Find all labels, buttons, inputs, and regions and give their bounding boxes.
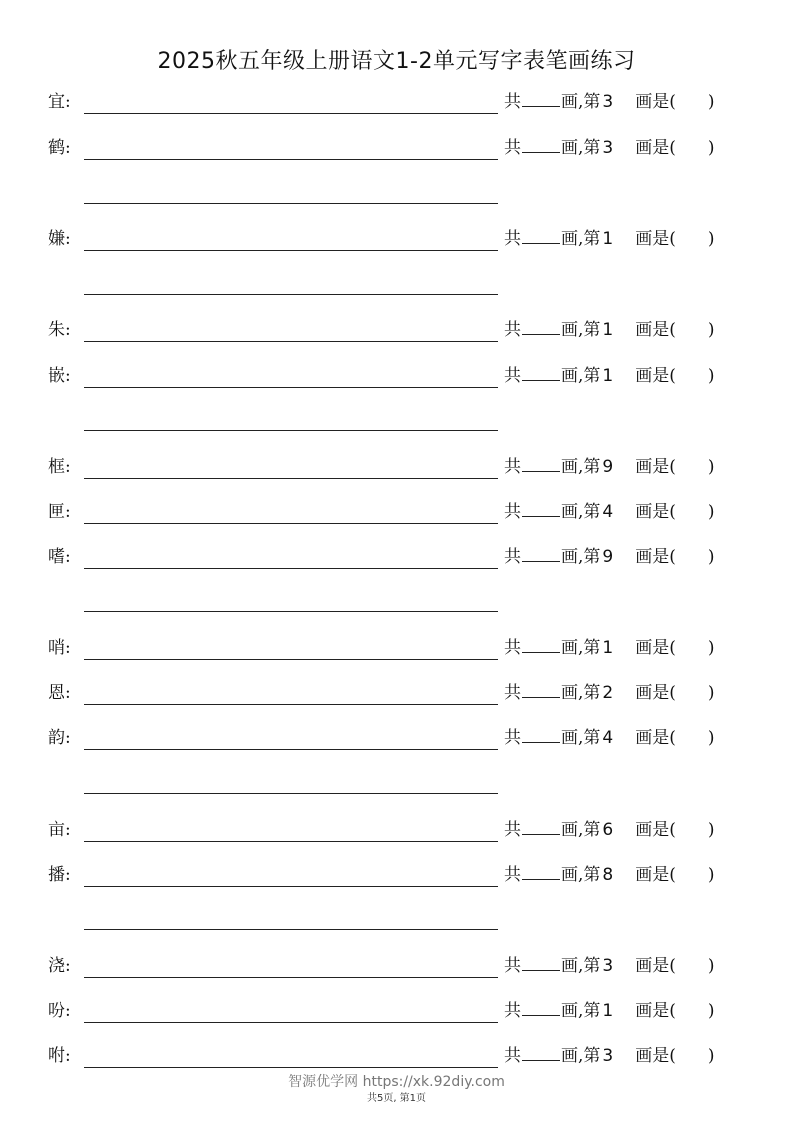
stroke-is-label: 画是( (635, 1001, 676, 1021)
character-text: 匣 (48, 502, 65, 522)
practice-row (0, 316, 793, 344)
practice-row (0, 861, 793, 889)
target-character (48, 315, 86, 340)
nth-stroke-number: 1 (602, 638, 614, 658)
total-prefix: 共 (504, 1001, 521, 1021)
stroke-unit: 画,第 (561, 366, 601, 386)
close-paren: ) (707, 956, 715, 976)
stroke-unit: 画,第 (561, 320, 601, 340)
stroke-count-blank[interactable] (522, 547, 560, 562)
practice-row (0, 679, 793, 707)
close-paren: ) (707, 502, 715, 522)
character-text: 朱 (48, 320, 65, 340)
total-prefix: 共 (504, 229, 521, 249)
colon: : (65, 92, 71, 112)
stroke-is-label: 画是( (635, 956, 676, 976)
target-character (48, 133, 86, 158)
target-character (48, 452, 86, 477)
stroke-question (504, 452, 715, 477)
stroke-question (504, 951, 715, 976)
target-character (48, 996, 86, 1021)
practice-row (0, 997, 793, 1025)
colon: : (65, 1001, 71, 1021)
stroke-unit: 画,第 (561, 865, 601, 885)
character-text: 亩 (48, 820, 65, 840)
total-prefix: 共 (504, 1046, 521, 1066)
nth-stroke-number: 3 (602, 92, 614, 112)
colon: : (65, 320, 71, 340)
stroke-count-blank[interactable] (522, 229, 560, 244)
close-paren: ) (707, 547, 715, 567)
stroke-is-label: 画是( (635, 229, 676, 249)
colon: : (65, 547, 71, 567)
character-text: 宜 (48, 92, 65, 112)
stroke-question (504, 815, 715, 840)
practice-row (0, 498, 793, 526)
colon: : (65, 229, 71, 249)
total-prefix: 共 (504, 366, 521, 386)
extra-writing-line[interactable] (84, 203, 498, 204)
nth-stroke-number: 4 (602, 728, 614, 748)
extra-writing-line[interactable] (84, 430, 498, 431)
colon: : (65, 366, 71, 386)
character-text: 浇 (48, 956, 65, 976)
character-text: 韵 (48, 728, 65, 748)
character-text: 咐 (48, 1046, 65, 1066)
stroke-question (504, 87, 715, 112)
stroke-count-blank[interactable] (522, 638, 560, 653)
stroke-count-blank[interactable] (522, 865, 560, 880)
nth-stroke-number: 9 (602, 547, 614, 567)
close-paren: ) (707, 865, 715, 885)
total-prefix: 共 (504, 320, 521, 340)
stroke-is-label: 画是( (635, 728, 676, 748)
stroke-count-blank[interactable] (522, 956, 560, 971)
stroke-question (504, 860, 715, 885)
stroke-question (504, 1041, 715, 1066)
stroke-count-blank[interactable] (522, 1046, 560, 1061)
colon: : (65, 1046, 71, 1066)
colon: : (65, 728, 71, 748)
stroke-question (504, 678, 715, 703)
target-character (48, 678, 86, 703)
nth-stroke-number: 4 (602, 502, 614, 522)
nth-stroke-number: 3 (602, 1046, 614, 1066)
writing-line[interactable] (84, 886, 498, 887)
stroke-unit: 画,第 (561, 820, 601, 840)
practice-row (0, 453, 793, 481)
nth-stroke-number: 9 (602, 457, 614, 477)
stroke-question (504, 996, 715, 1021)
writing-line[interactable] (84, 478, 498, 479)
writing-line[interactable] (84, 977, 498, 978)
close-paren: ) (707, 820, 715, 840)
nth-stroke-number: 6 (602, 820, 614, 840)
nth-stroke-number: 1 (602, 1001, 614, 1021)
stroke-unit: 画,第 (561, 1001, 601, 1021)
close-paren: ) (707, 1001, 715, 1021)
target-character (48, 542, 86, 567)
close-paren: ) (707, 683, 715, 703)
target-character (48, 497, 86, 522)
nth-stroke-number: 2 (602, 683, 614, 703)
stroke-is-label: 画是( (635, 92, 676, 112)
close-paren: ) (707, 320, 715, 340)
character-text: 播 (48, 865, 65, 885)
total-prefix: 共 (504, 865, 521, 885)
practice-row (0, 362, 793, 390)
footer-watermark: 智源优学网 https://xk.92diy.com (288, 1074, 505, 1090)
writing-line[interactable] (84, 841, 498, 842)
character-text: 嗜 (48, 547, 65, 567)
stroke-question (504, 315, 715, 340)
stroke-question (504, 133, 715, 158)
stroke-is-label: 画是( (635, 547, 676, 567)
stroke-question (504, 224, 715, 249)
stroke-count-blank[interactable] (522, 728, 560, 743)
nth-stroke-number: 3 (602, 138, 614, 158)
colon: : (65, 502, 71, 522)
stroke-is-label: 画是( (635, 320, 676, 340)
extra-writing-line[interactable] (84, 294, 498, 295)
colon: : (65, 638, 71, 658)
practice-row (0, 1042, 793, 1070)
practice-row (0, 724, 793, 752)
stroke-unit: 画,第 (561, 683, 601, 703)
stroke-unit: 画,第 (561, 956, 601, 976)
practice-row (0, 134, 793, 162)
writing-line[interactable] (84, 159, 498, 160)
practice-row (0, 816, 793, 844)
close-paren: ) (707, 457, 715, 477)
close-paren: ) (707, 638, 715, 658)
nth-stroke-number: 8 (602, 865, 614, 885)
writing-line[interactable] (84, 1067, 498, 1068)
target-character (48, 633, 86, 658)
target-character (48, 87, 86, 112)
total-prefix: 共 (504, 728, 521, 748)
stroke-unit: 画,第 (561, 638, 601, 658)
extra-writing-line[interactable] (84, 611, 498, 612)
character-text: 吩 (48, 1001, 65, 1021)
stroke-unit: 画,第 (561, 547, 601, 567)
stroke-is-label: 画是( (635, 502, 676, 522)
writing-line[interactable] (84, 113, 498, 114)
colon: : (65, 820, 71, 840)
stroke-count-blank[interactable] (522, 502, 560, 517)
writing-line[interactable] (84, 387, 498, 388)
stroke-is-label: 画是( (635, 865, 676, 885)
character-text: 嵌 (48, 366, 65, 386)
colon: : (65, 457, 71, 477)
total-prefix: 共 (504, 457, 521, 477)
nth-stroke-number: 1 (602, 229, 614, 249)
colon: : (65, 138, 71, 158)
stroke-question (504, 361, 715, 386)
stroke-question (504, 542, 715, 567)
stroke-is-label: 画是( (635, 820, 676, 840)
stroke-question (504, 497, 715, 522)
stroke-unit: 画,第 (561, 229, 601, 249)
target-character (48, 951, 86, 976)
stroke-unit: 画,第 (561, 457, 601, 477)
close-paren: ) (707, 92, 715, 112)
nth-stroke-number: 1 (602, 320, 614, 340)
stroke-is-label: 画是( (635, 138, 676, 158)
nth-stroke-number: 1 (602, 366, 614, 386)
page-title: 2025秋五年级上册语文1-2单元写字表笔画练习 (157, 49, 636, 74)
practice-row (0, 543, 793, 571)
stroke-is-label: 画是( (635, 683, 676, 703)
stroke-is-label: 画是( (635, 366, 676, 386)
total-prefix: 共 (504, 820, 521, 840)
stroke-count-blank[interactable] (522, 366, 560, 381)
writing-line[interactable] (84, 1022, 498, 1023)
writing-line[interactable] (84, 568, 498, 569)
colon: : (65, 956, 71, 976)
writing-line[interactable] (84, 659, 498, 660)
stroke-unit: 画,第 (561, 728, 601, 748)
total-prefix: 共 (504, 92, 521, 112)
stroke-count-blank[interactable] (522, 683, 560, 698)
close-paren: ) (707, 366, 715, 386)
page-number: 共5页, 第1页 (366, 1093, 427, 1104)
character-text: 恩 (48, 683, 65, 703)
target-character (48, 361, 86, 386)
close-paren: ) (707, 1046, 715, 1066)
target-character (48, 860, 86, 885)
close-paren: ) (707, 138, 715, 158)
stroke-unit: 画,第 (561, 92, 601, 112)
colon: : (65, 865, 71, 885)
total-prefix: 共 (504, 502, 521, 522)
character-text: 框 (48, 457, 65, 477)
close-paren: ) (707, 229, 715, 249)
extra-writing-line[interactable] (84, 793, 498, 794)
stroke-count-blank[interactable] (522, 92, 560, 107)
character-text: 嫌 (48, 229, 65, 249)
target-character (48, 1041, 86, 1066)
practice-row (0, 634, 793, 662)
colon: : (65, 683, 71, 703)
total-prefix: 共 (504, 547, 521, 567)
practice-row (0, 225, 793, 253)
total-prefix: 共 (504, 956, 521, 976)
stroke-question (504, 723, 715, 748)
stroke-is-label: 画是( (635, 1046, 676, 1066)
stroke-unit: 画,第 (561, 138, 601, 158)
stroke-unit: 画,第 (561, 1046, 601, 1066)
target-character (48, 815, 86, 840)
writing-line[interactable] (84, 341, 498, 342)
writing-line[interactable] (84, 704, 498, 705)
target-character (48, 723, 86, 748)
character-text: 哨 (48, 638, 65, 658)
stroke-question (504, 633, 715, 658)
stroke-is-label: 画是( (635, 457, 676, 477)
stroke-count-blank[interactable] (522, 138, 560, 153)
total-prefix: 共 (504, 683, 521, 703)
stroke-count-blank[interactable] (522, 820, 560, 835)
practice-row (0, 952, 793, 980)
writing-line[interactable] (84, 523, 498, 524)
stroke-count-blank[interactable] (522, 1001, 560, 1016)
practice-row (0, 88, 793, 116)
writing-line[interactable] (84, 749, 498, 750)
total-prefix: 共 (504, 638, 521, 658)
nth-stroke-number: 3 (602, 956, 614, 976)
close-paren: ) (707, 728, 715, 748)
total-prefix: 共 (504, 138, 521, 158)
stroke-unit: 画,第 (561, 502, 601, 522)
writing-line[interactable] (84, 250, 498, 251)
stroke-count-blank[interactable] (522, 320, 560, 335)
extra-writing-line[interactable] (84, 929, 498, 930)
stroke-count-blank[interactable] (522, 457, 560, 472)
stroke-is-label: 画是( (635, 638, 676, 658)
character-text: 鹤 (48, 138, 65, 158)
target-character (48, 224, 86, 249)
